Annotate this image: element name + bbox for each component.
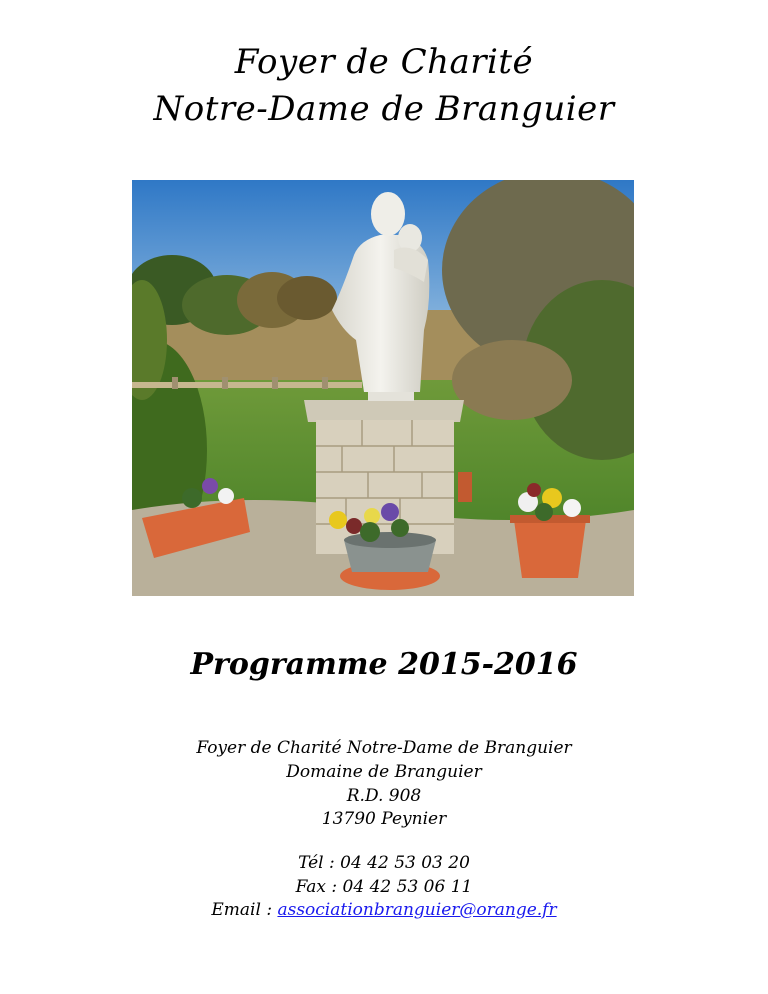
fax: Fax : 04 42 53 06 11 [295, 877, 473, 897]
address-line-3: R.D. 908 [346, 786, 422, 806]
programme-title: Programme 2015-2016 [190, 647, 578, 682]
statue-photo [132, 180, 634, 596]
title-line-2: Notre-Dame de Branguier [153, 89, 615, 129]
address-line-1: Foyer de Charité Notre-Dame de Branguier [196, 738, 572, 758]
telephone: Tél : 04 42 53 03 20 [298, 853, 470, 873]
address-line-4: 13790 Peynier [321, 809, 447, 829]
email-link[interactable]: associationbranguier@orange.fr [277, 900, 557, 920]
address-line-2: Domaine de Branguier [286, 762, 482, 782]
email-line [0, 899, 768, 922]
email-label: Email : [211, 900, 273, 920]
title-line-1: Foyer de Charité [234, 42, 534, 82]
